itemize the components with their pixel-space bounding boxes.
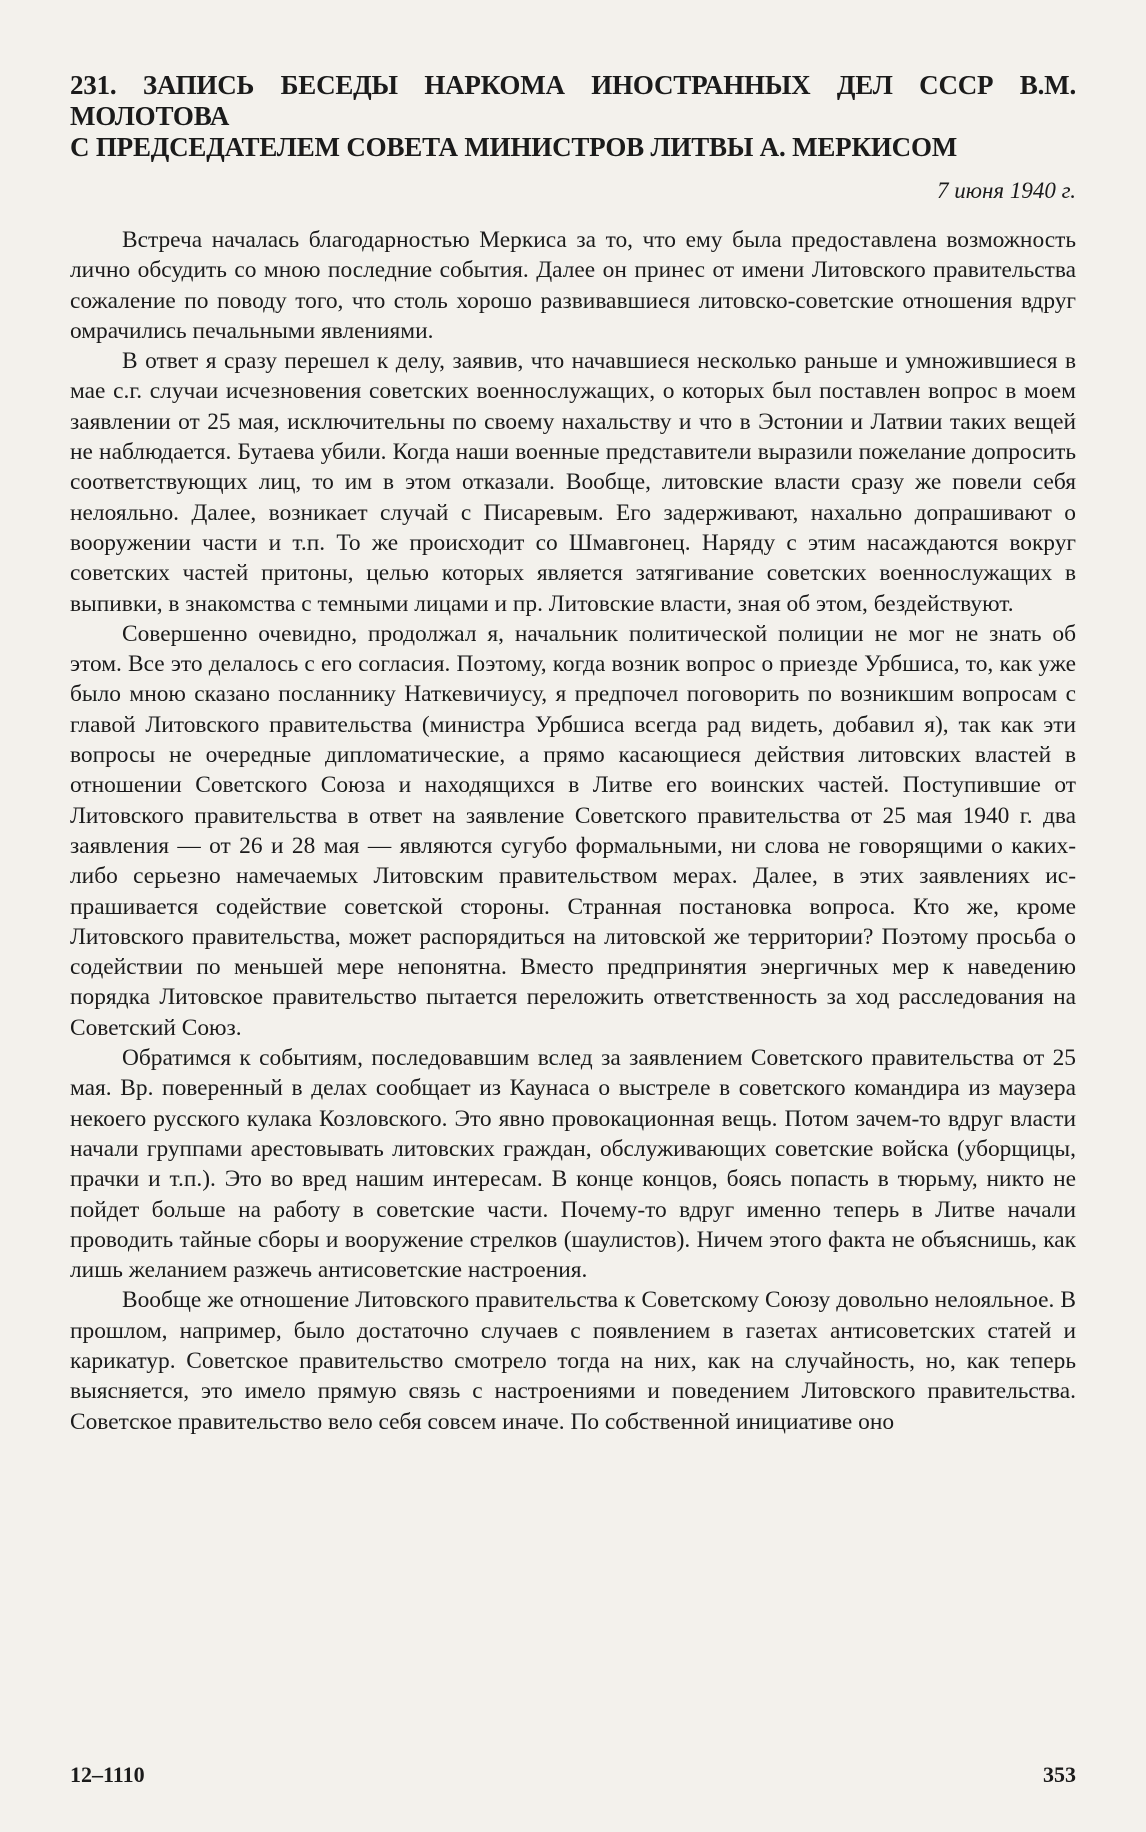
paragraph: В ответ я сразу перешел к делу, заявив, что начавшиеся несколько раньше и умножившиеся в мае с.г. случаи исчезновения советских военнослужащих, о которых был поставлен вопрос в моем заявлении от 25 мая, исключительны по своему нахальству и что в Эстонии и Латвии таких вещей не наблюдается. Бутаева убили. Когда наши военные представители выразили пожелание допросить соответствующих лиц, то им в этом отказали. Вообще, литовские власти сразу же повели себя нелояльно. Далее, возникает случай с Писаревым. Его задерживают, нахально допрашивают о вооружении части и т.п. То же происходит со Шмавгонец. Наряду с этим насаждаются вокруг советских частей притоны, целью которых является затягивание советских военнослужащих в выпивки, в знакомства с темными лицами и пр. Литовские власти, зная об этом, бездействуют.: [70, 348, 1076, 617]
paragraph: Встреча началась благодарностью Меркиса за то, что ему была предоставлена возможность лично обсудить со мною последние события. Далее он принес от имени Литовского правительства сожаление по поводу того, что столь хорошо развивавшиеся литовско-советские отношения вдруг омрачились печальными явлениями.: [70, 227, 1076, 344]
paragraph: Вообще же отношение Литовского правительства к Советскому Союзу довольно нелояльное. В прошлом, например, было достаточно случаев с появлением в газетах антисоветских статей и карикатур. Советское правительство смотрело тогда на них, как на случайность, но, как теперь выясняется, это имело прямую связь с настроениями и поведением Литовского правительства. Советское правительство вело себя совсем иначе. По собственной инициативе оно: [70, 1287, 1076, 1435]
title-line-2: С ПРЕДСЕДАТЕЛЕМ СОВЕТА МИНИСТРОВ ЛИТВЫ А. МЕРКИСОМ: [70, 132, 958, 162]
paragraph: Совершенно очевидно, продолжал я, начальник политической полиции не мог не знать об этом. Все это делалось с его согласия. Поэтому, когда возник вопрос о приезде Урбшиса, то, как уже было мною сказано посланнику Наткевичиусу, я предпочел поговорить по возникшим вопросам с главой Литовского правительства (министра Урбшиса всегда рад видеть, добавил я), так как эти вопросы не очередные дипломатические, а прямо касающиеся действия литовских властей в отношении Советского Союза и находящихся в Литве его воинских частей. Поступившие от Литовского правительства в ответ на заявление Советского правительства от 25 мая 1940 г. два заявления — от 26 и 28 мая — являются сугубо формальными, ни слова не говорящими о каких-либо серьезно намечаемых Литовским правительством мерах. Далее, в этих заявлениях испрашивается содействие советской стороны. Странная постановка вопроса. Кто же, кроме Литовского правительства, может распорядиться на литовской же территории? Поэтому просьба о содействии по меньшей мере непонятна. Вместо предпринятия энергичных мер к наведению порядка Литовское правительство пытается переложить ответственность за ход расследования на Советский Союз.: [70, 620, 1076, 1041]
title-line-1: 231. ЗАПИСЬ БЕСЕДЫ НАРКОМА ИНОСТРАННЫХ ДЕЛ СССР В.М. МОЛОТОВА: [70, 70, 1076, 131]
document-body: [70, 225, 1076, 1437]
document-date: 7 июня 1940 г.: [937, 178, 1076, 203]
document-page: [70, 70, 1076, 1790]
page-footer: [70, 1760, 1076, 1790]
document-title: [70, 70, 1076, 163]
printer-signature: 12–1110: [70, 1762, 145, 1787]
paragraph: Обратимся к событиям, последовавшим вслед за заявлением Советского правительства от 25 мая. Вр. поверенный в делах сообщает из Каунаса о выстреле в советского командира из маузера некоего русского кулака Козловского. Это явно провокационная вещь. Потом зачем-то вдруг власти начали группами арестовывать литовских граждан, обслуживающих советские войска (уборщицы, прачки и т.п.). Это во вред нашим интересам. В конце концов, боясь попасть в тюрьму, никто не пойдет больше на работу в советские части. Почему-то вдруг именно теперь в Литве начали проводить тайные сборы и вооружение стрелков (шаулистов). Ничем этого факта не объяснишь, как лишь желанием разжечь антисоветские настроения.: [70, 1045, 1076, 1284]
page-number: 353: [1043, 1762, 1076, 1787]
